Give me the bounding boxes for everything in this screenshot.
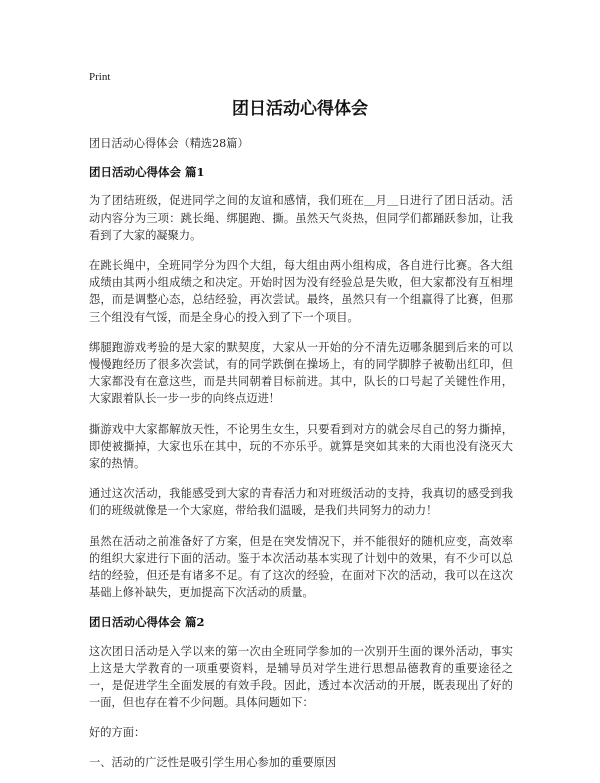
paragraph: 通过这次活动，我能感受到大家的青春活力和对班级活动的支持，我真切的感受到我们的班级就像是一个大家庭，带给我们温暖，是我们共同努力的动力！ — [89, 487, 513, 518]
paragraph: 为了团结班级，促进同学之间的友谊和感情，我们班在＿月＿日进行了团日活动。活动内容分为三项：跳长绳、绑腿跑、撕。虽然天气炎热，但同学们都踊跃参加，让我看到了大家的凝聚力。 — [89, 194, 513, 242]
print-link[interactable]: Print — [89, 71, 111, 83]
section-2 — [89, 614, 513, 770]
paragraph: 撕游戏中大家都解放天性，不论男生女生，只要看到对方的就会尽自己的努力撕掉，即使被撕掉，大家也乐在其中，玩的不亦乐乎。就算是突如其来的大雨也没有浇灭大家的热情。 — [89, 422, 513, 471]
document-subtitle: 团日活动心得体会（精选28篇） — [89, 137, 249, 150]
paragraph: 在跳长绳中，全班同学分为四个大组，每大组由两小组构成，各自进行比赛。各大组成绩由其两小组成绩之和决定。开始时因为没有经验总是失败，但大家都没有互相埋怨，而是调整心态，总结经验，再次尝试。最终，虽然只有一个组赢得了比赛，但那三个组没有气馁，而是全身心的投入到了下一个项目。 — [89, 259, 513, 324]
paragraph: 这次团日活动是入学以来的第一次由全班同学参加的一次别开生面的课外活动，事实上这是大学教育的一项重要资料，是辅导员对学生进行思想品德教育的重要途径之一，是促进学生全面发展的有效手段。因此，透过本次活动的开展，既表现出了好的一面，但也存在着不少问题。具体问题如下： — [89, 644, 513, 710]
paragraph: 虽然在活动之前准备好了方案，但是在突发情况下，并不能很好的随机应变，高效率的组织大家进行下面的活动。鉴于本次活动基本实现了计划中的效果，有不少可以总结的经验，但还是有诸多不足。有了这次的经验，在面对下次的活动，我可以在这次基础上修补缺失，更加提高下次活动的质量。 — [89, 534, 513, 600]
section-1 — [89, 164, 513, 601]
document-body — [89, 135, 513, 783]
section-heading: 团日活动心得体会 篇1 — [89, 165, 205, 180]
paragraph: 一、活动的广泛性是吸引学生用心参加的重要原因 — [89, 755, 337, 769]
paragraph: 好的方面： — [89, 726, 146, 740]
document-title: 团日活动心得体会 — [232, 99, 368, 119]
paragraph: 绑腿跑游戏考验的是大家的默契度，大家从一开始的分不清先迈哪条腿到后来的可以慢慢跑经历了很多次尝试，有的同学跌倒在操场上，有的同学脚脖子被勒出红印，但大家都没有在意这些，而是共同朝着目标前进。其中，队长的口号起了关键性作用，大家跟着队长一步一步的向终点迈进！ — [89, 340, 513, 406]
section-heading: 团日活动心得体会 篇2 — [89, 615, 205, 630]
